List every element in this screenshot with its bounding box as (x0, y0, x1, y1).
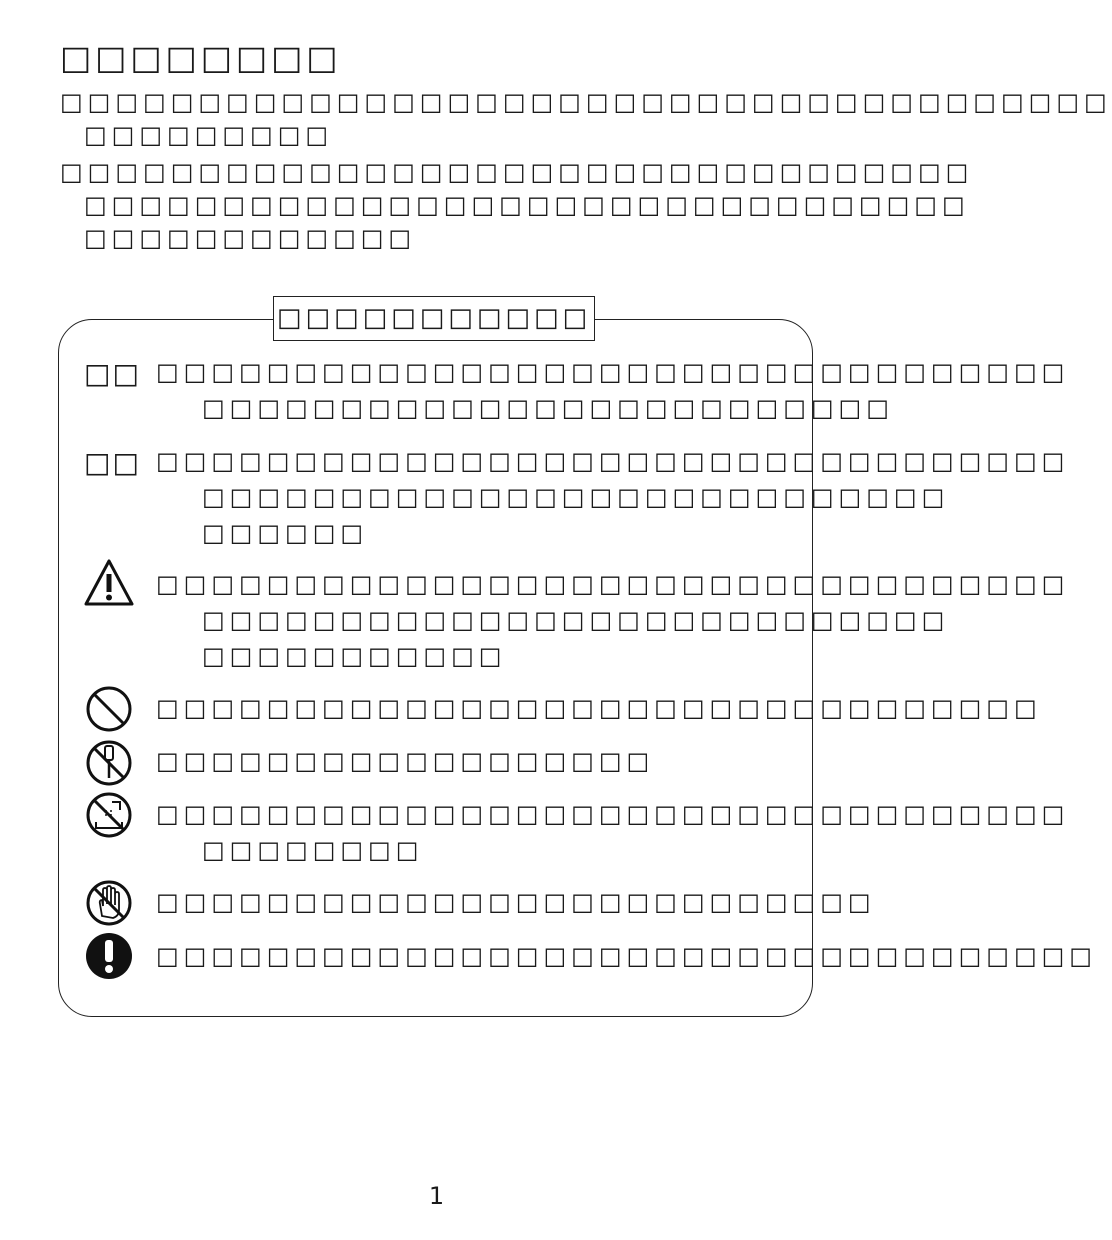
intro-line: □□□□□□□□□□□□□□□□□□□□□□□□□□□□□□□□□□□□□□ (60, 88, 1112, 116)
safety-item (156, 566, 1070, 674)
safety-item (156, 938, 1097, 974)
safety-item (156, 884, 876, 920)
caution-label: □□ (84, 446, 141, 479)
intro-line: □□□□□□□□□□□□□□□□□□□□□□□□□□□□□□□□□ (60, 158, 974, 186)
item-line: □□□□□□□□□□□□□□□□□□□□□□□□□□□□□□□□□ (156, 447, 1070, 475)
danger-label: □□ (84, 357, 141, 390)
item-line: □□□□□□□□□□□□□□□□□□□□□□□□□□□□□□□□ (156, 694, 1042, 722)
item-line: □□□□□□□□□□□□□□□□□□□□□□□□□□□□□□□□□□ (156, 942, 1097, 970)
item-line: □□□□□□ (202, 519, 369, 547)
page-number: 1 (428, 1182, 445, 1210)
item-line: □□□□□□□□□□□□□□□□□□□□□□□□□□□□□□□□□ (156, 358, 1070, 386)
safety-item (156, 443, 1070, 551)
safety-item (156, 354, 1070, 426)
item-line: □□□□□□□□□□□ (202, 642, 507, 670)
intro-paragraph-1 (60, 86, 1112, 152)
prohibition-icon (84, 684, 134, 734)
intro-line: □□□□□□□□□□□□□□□□□□□□□□□□□□□□□□□□ (84, 191, 970, 219)
item-line: □□□□□□□□□□□□□□□□□□□□□□□□□□ (156, 888, 876, 916)
safety-notice-title: □□□□□□□□□□□ (273, 296, 595, 341)
no-disassembly-icon (84, 738, 134, 788)
warning-triangle-icon (84, 558, 134, 608)
item-line: □□□□□□□□ (202, 836, 424, 864)
mandatory-exclamation-icon (84, 931, 134, 981)
safety-item (156, 743, 796, 779)
intro-line: □□□□□□□□□ (84, 121, 334, 149)
item-line: □□□□□□□□□□□□□□□□□□□□□□□□□□□□□□□□□ (156, 800, 1070, 828)
page-title: □□□□□□□□ (60, 38, 342, 77)
item-line: □□□□□□□□□□□□□□□□□□□□□□□□□□□ (202, 606, 950, 634)
no-touch-icon (84, 878, 134, 928)
safety-item (156, 690, 1042, 726)
item-line: □□□□□□□□□□□□□□□□□□□□□□□□□□□ (202, 483, 950, 511)
intro-line: □□□□□□□□□□□□ (84, 224, 417, 252)
safety-item (156, 796, 1070, 868)
intro-paragraph-2 (60, 156, 974, 255)
item-line: □□□□□□□□□□□□□□□□□□ (156, 747, 655, 775)
item-line: □□□□□□□□□□□□□□□□□□□□□□□□□□□□□□□□□ (156, 570, 1070, 598)
no-water-icon (84, 790, 134, 840)
item-line: □□□□□□□□□□□□□□□□□□□□□□□□□ (202, 394, 894, 422)
